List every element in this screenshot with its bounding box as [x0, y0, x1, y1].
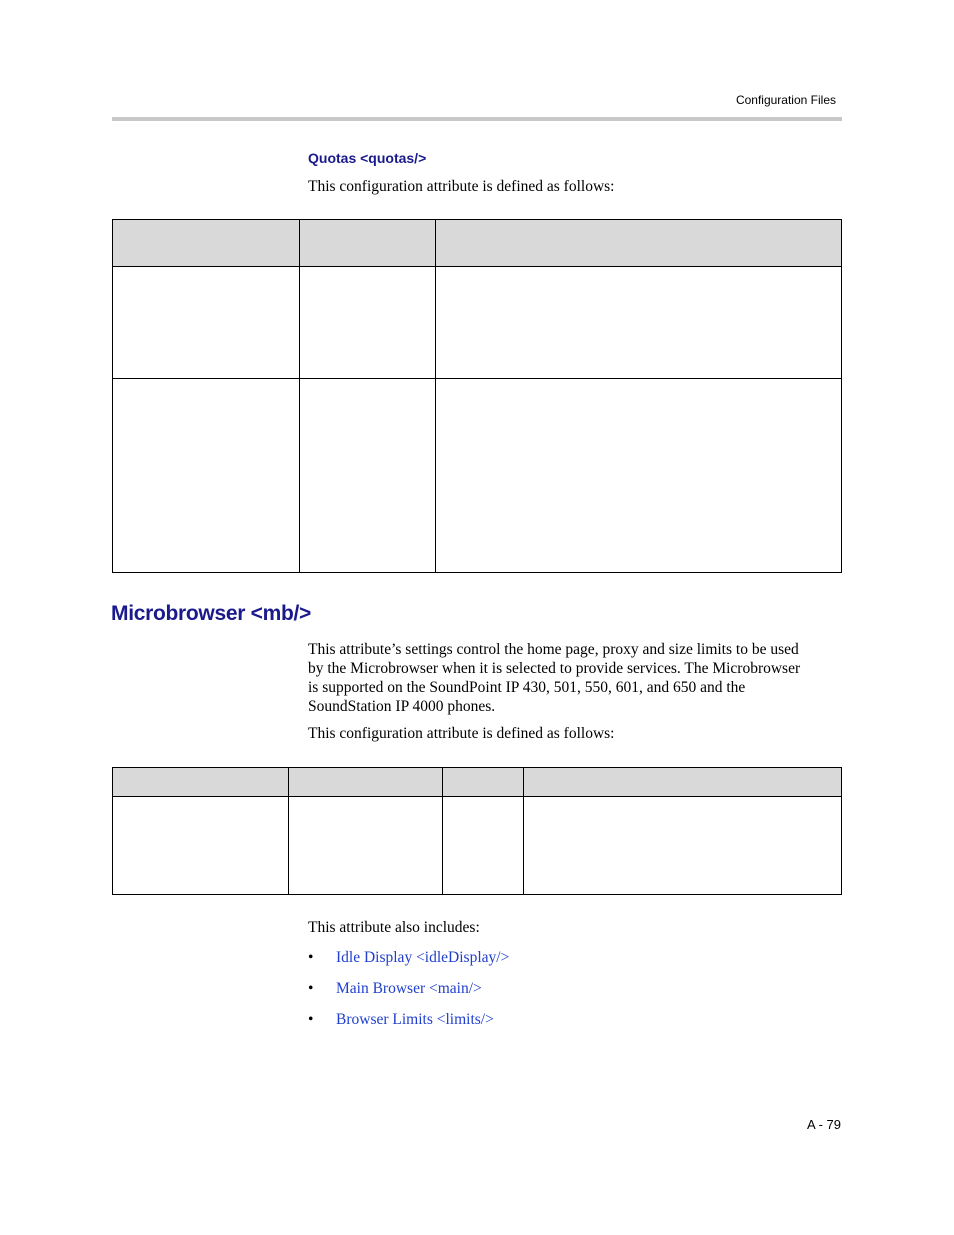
paragraph-line: SoundStation IP 4000 phones.	[308, 698, 496, 715]
table-header-cell	[288, 767, 442, 796]
table-cell	[112, 378, 299, 572]
includes-label: This attribute also includes:	[308, 919, 480, 936]
microbrowser-table	[112, 767, 842, 895]
table-header-cell	[112, 767, 288, 796]
table-cell	[435, 266, 841, 378]
quotas-table	[112, 219, 842, 573]
bullet-marker: •	[308, 980, 314, 997]
quotas-heading: Quotas <quotas/>	[308, 150, 427, 166]
table-header-cell	[442, 767, 523, 796]
paragraph-line: This attribute’s settings control the home page, proxy and size limits to be used	[308, 641, 799, 658]
microbrowser-paragraph	[308, 640, 842, 716]
table-cell	[112, 796, 288, 894]
table-header-cell	[435, 219, 841, 266]
header-rule	[112, 117, 842, 121]
table-cell	[299, 378, 435, 572]
browser-limits-link[interactable]: Browser Limits <limits/>	[336, 1011, 494, 1028]
table-cell	[288, 796, 442, 894]
table-cell	[435, 378, 841, 572]
quotas-intro: This configuration attribute is defined as follows:	[308, 178, 615, 195]
bullet-marker: •	[308, 1011, 314, 1028]
paragraph-line: is supported on the SoundPoint IP 430, 501, 550, 601, and 650 and the	[308, 679, 746, 696]
microbrowser-heading: Microbrowser <mb/>	[111, 602, 311, 625]
list-item	[308, 980, 482, 998]
table-cell	[299, 266, 435, 378]
bullet-marker: •	[308, 949, 314, 966]
table-header-cell	[112, 219, 299, 266]
paragraph-line: by the Microbrowser when it is selected to provide services. The Microbrowser	[308, 660, 801, 677]
page-number: A - 79	[807, 1117, 841, 1132]
microbrowser-intro: This configuration attribute is defined as follows:	[308, 725, 615, 742]
table-header-cell	[299, 219, 435, 266]
running-header: Configuration Files	[735, 93, 836, 107]
table-cell	[442, 796, 523, 894]
idle-display-link[interactable]: Idle Display <idleDisplay/>	[336, 949, 510, 966]
main-browser-link[interactable]: Main Browser <main/>	[336, 980, 482, 997]
table-cell	[112, 266, 299, 378]
list-item	[308, 949, 509, 967]
list-item	[308, 1011, 494, 1029]
table-cell	[523, 796, 841, 894]
table-header-cell	[523, 767, 841, 796]
